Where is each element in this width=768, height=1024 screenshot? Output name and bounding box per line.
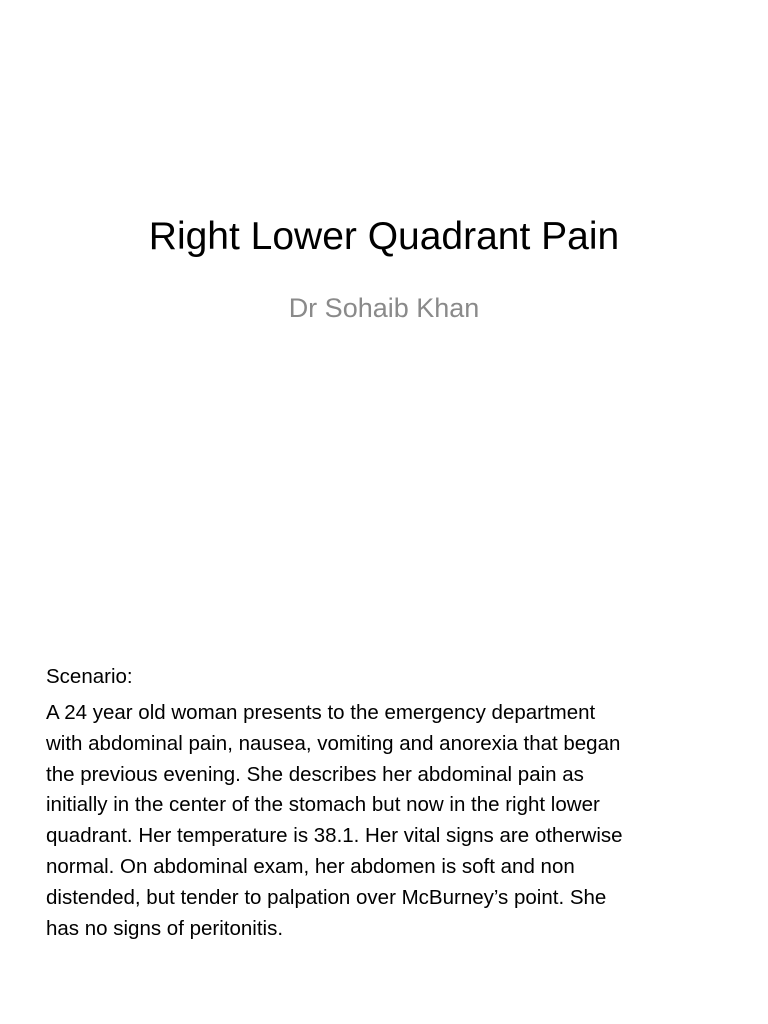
scenario-line: with abdominal pain, nausea, vomiting and anorexia that began (46, 731, 621, 755)
scenario-line: normal. On abdominal exam, her abdomen is soft and non (46, 854, 575, 878)
scenario-line: initially in the center of the stomach but now in the right lower (46, 793, 600, 817)
scenario-line: A 24 year old woman presents to the emergency department (46, 701, 596, 724)
slide-title: Right Lower Quadrant Pain (148, 215, 620, 258)
scenario-line: distended, but tender to palpation over McBurney’s point. She (46, 885, 607, 909)
scenario-line: the previous evening. She describes her abdominal pain as (46, 762, 584, 786)
slide-subtitle: Dr Sohaib Khan (288, 293, 480, 323)
scenario-body (46, 698, 736, 944)
scenario-line: has no signs of peritonitis. (46, 916, 284, 940)
scenario-label: Scenario: (46, 665, 133, 688)
scenario-line: quadrant. Her temperature is 38.1. Her vital signs are otherwise (46, 824, 623, 848)
